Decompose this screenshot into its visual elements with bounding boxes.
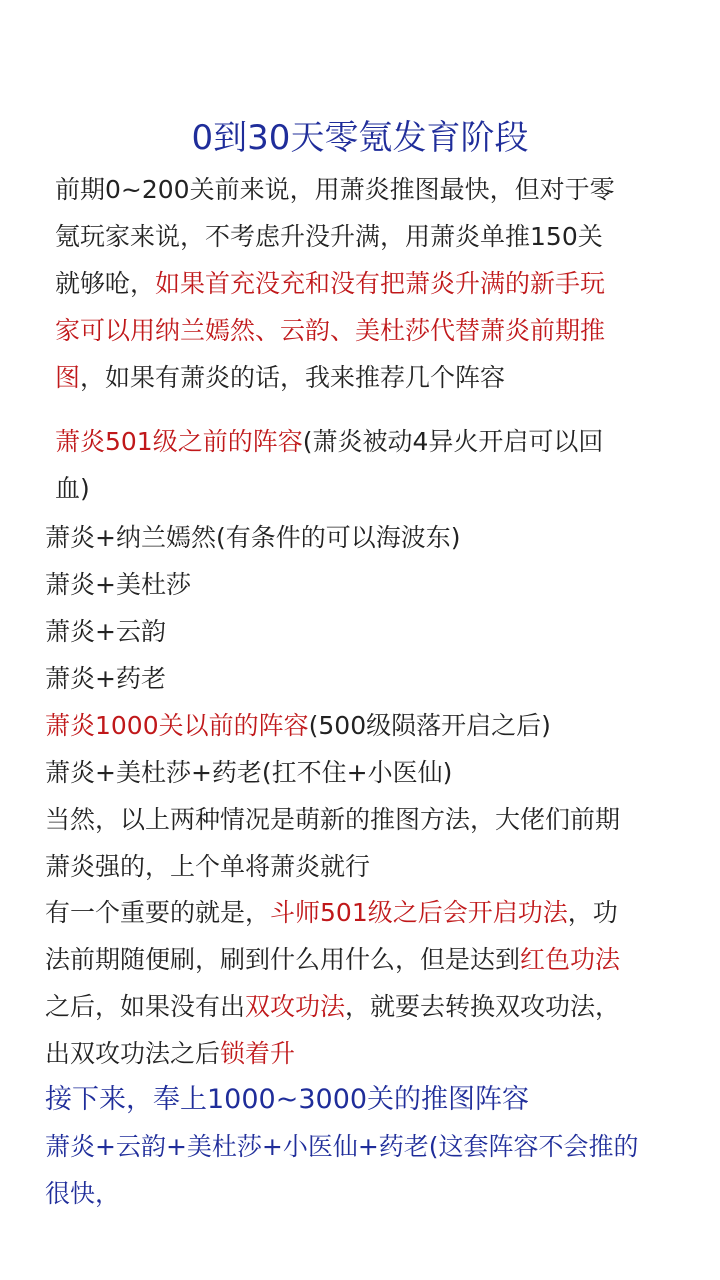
gongfa-line-3 [45, 983, 620, 1030]
section-501-heading-red: 萧炎501级之前的阵容 [55, 427, 303, 456]
gongfa-line-4 [45, 1030, 295, 1077]
section-1000-heading [45, 702, 551, 749]
combo-item: 萧炎+美杜莎+药老(扛不住+小医仙) [45, 758, 453, 787]
gongfa-text: ，就要去转换双攻功法， [345, 992, 621, 1021]
section-1000-heading-rest: (500级陨落开启之后) [308, 711, 551, 740]
section-1000-heading-red: 萧炎1000关以前的阵容 [45, 711, 309, 740]
intro-highlight-end: 图 [55, 363, 81, 392]
section-501-heading-line-2: 血) [55, 474, 90, 503]
intro-line-5-text: ，如果有萧炎的话，我来推荐几个阵容 [80, 363, 506, 392]
section-501-heading-rest: (萧炎被动4异火开启可以回 [302, 427, 604, 456]
gongfa-text: ，功 [567, 898, 618, 927]
intro-line-5 [55, 354, 505, 401]
intro-line-4: 家可以用纳兰嫣然、云韵、美杜莎代替萧炎前期推 [55, 316, 606, 345]
gongfa-text: 出双攻功法之后 [45, 1039, 221, 1068]
intro-line-3-text: 就够呛， [55, 269, 156, 298]
note-line-1: 当然，以上两种情况是萌新的推图方法，大佬们前期 [45, 805, 621, 834]
intro-line-3 [55, 260, 605, 307]
intro-line-2: 氪玩家来说，不考虑升没升满，用萧炎单推150关 [55, 222, 603, 251]
combo-item: 萧炎+纳兰嫣然(有条件的可以海波东) [45, 523, 461, 552]
gongfa-line-2 [45, 936, 620, 983]
combo-item: 萧炎+云韵 [45, 617, 166, 646]
gongfa-line-1 [45, 889, 618, 936]
section-501-heading [55, 418, 603, 465]
gongfa-text: 之后，如果没有出 [45, 992, 246, 1021]
next-combo-line-2: 很快， [45, 1179, 121, 1208]
gongfa-text: 法前期随便刷，刷到什么用什么，但是达到 [45, 945, 521, 974]
gongfa-highlight: 红色功法 [520, 945, 621, 974]
page-title: 0到30天零氪发育阶段 [191, 118, 529, 158]
next-heading: 接下来，奉上1000~3000关的推图阵容 [45, 1084, 530, 1115]
intro-line-1: 前期0~200关前来说，用萧炎推图最快，但对于零 [55, 175, 615, 204]
gongfa-highlight: 斗师501级之后会开启功法 [270, 898, 568, 927]
combo-item: 萧炎+药老 [45, 664, 166, 693]
note-line-2: 萧炎强的，上个单将萧炎就行 [45, 852, 371, 881]
next-combo-line-1: 萧炎+云韵+美杜莎+小医仙+药老(这套阵容不会推的 [45, 1132, 639, 1161]
gongfa-text: 有一个重要的就是， [45, 898, 271, 927]
combo-item: 萧炎+美杜莎 [45, 570, 191, 599]
gongfa-highlight: 双攻功法 [245, 992, 346, 1021]
intro-highlight: 如果首充没充和没有把萧炎升满的新手玩 [155, 269, 606, 298]
gongfa-highlight: 锁着升 [220, 1039, 296, 1068]
